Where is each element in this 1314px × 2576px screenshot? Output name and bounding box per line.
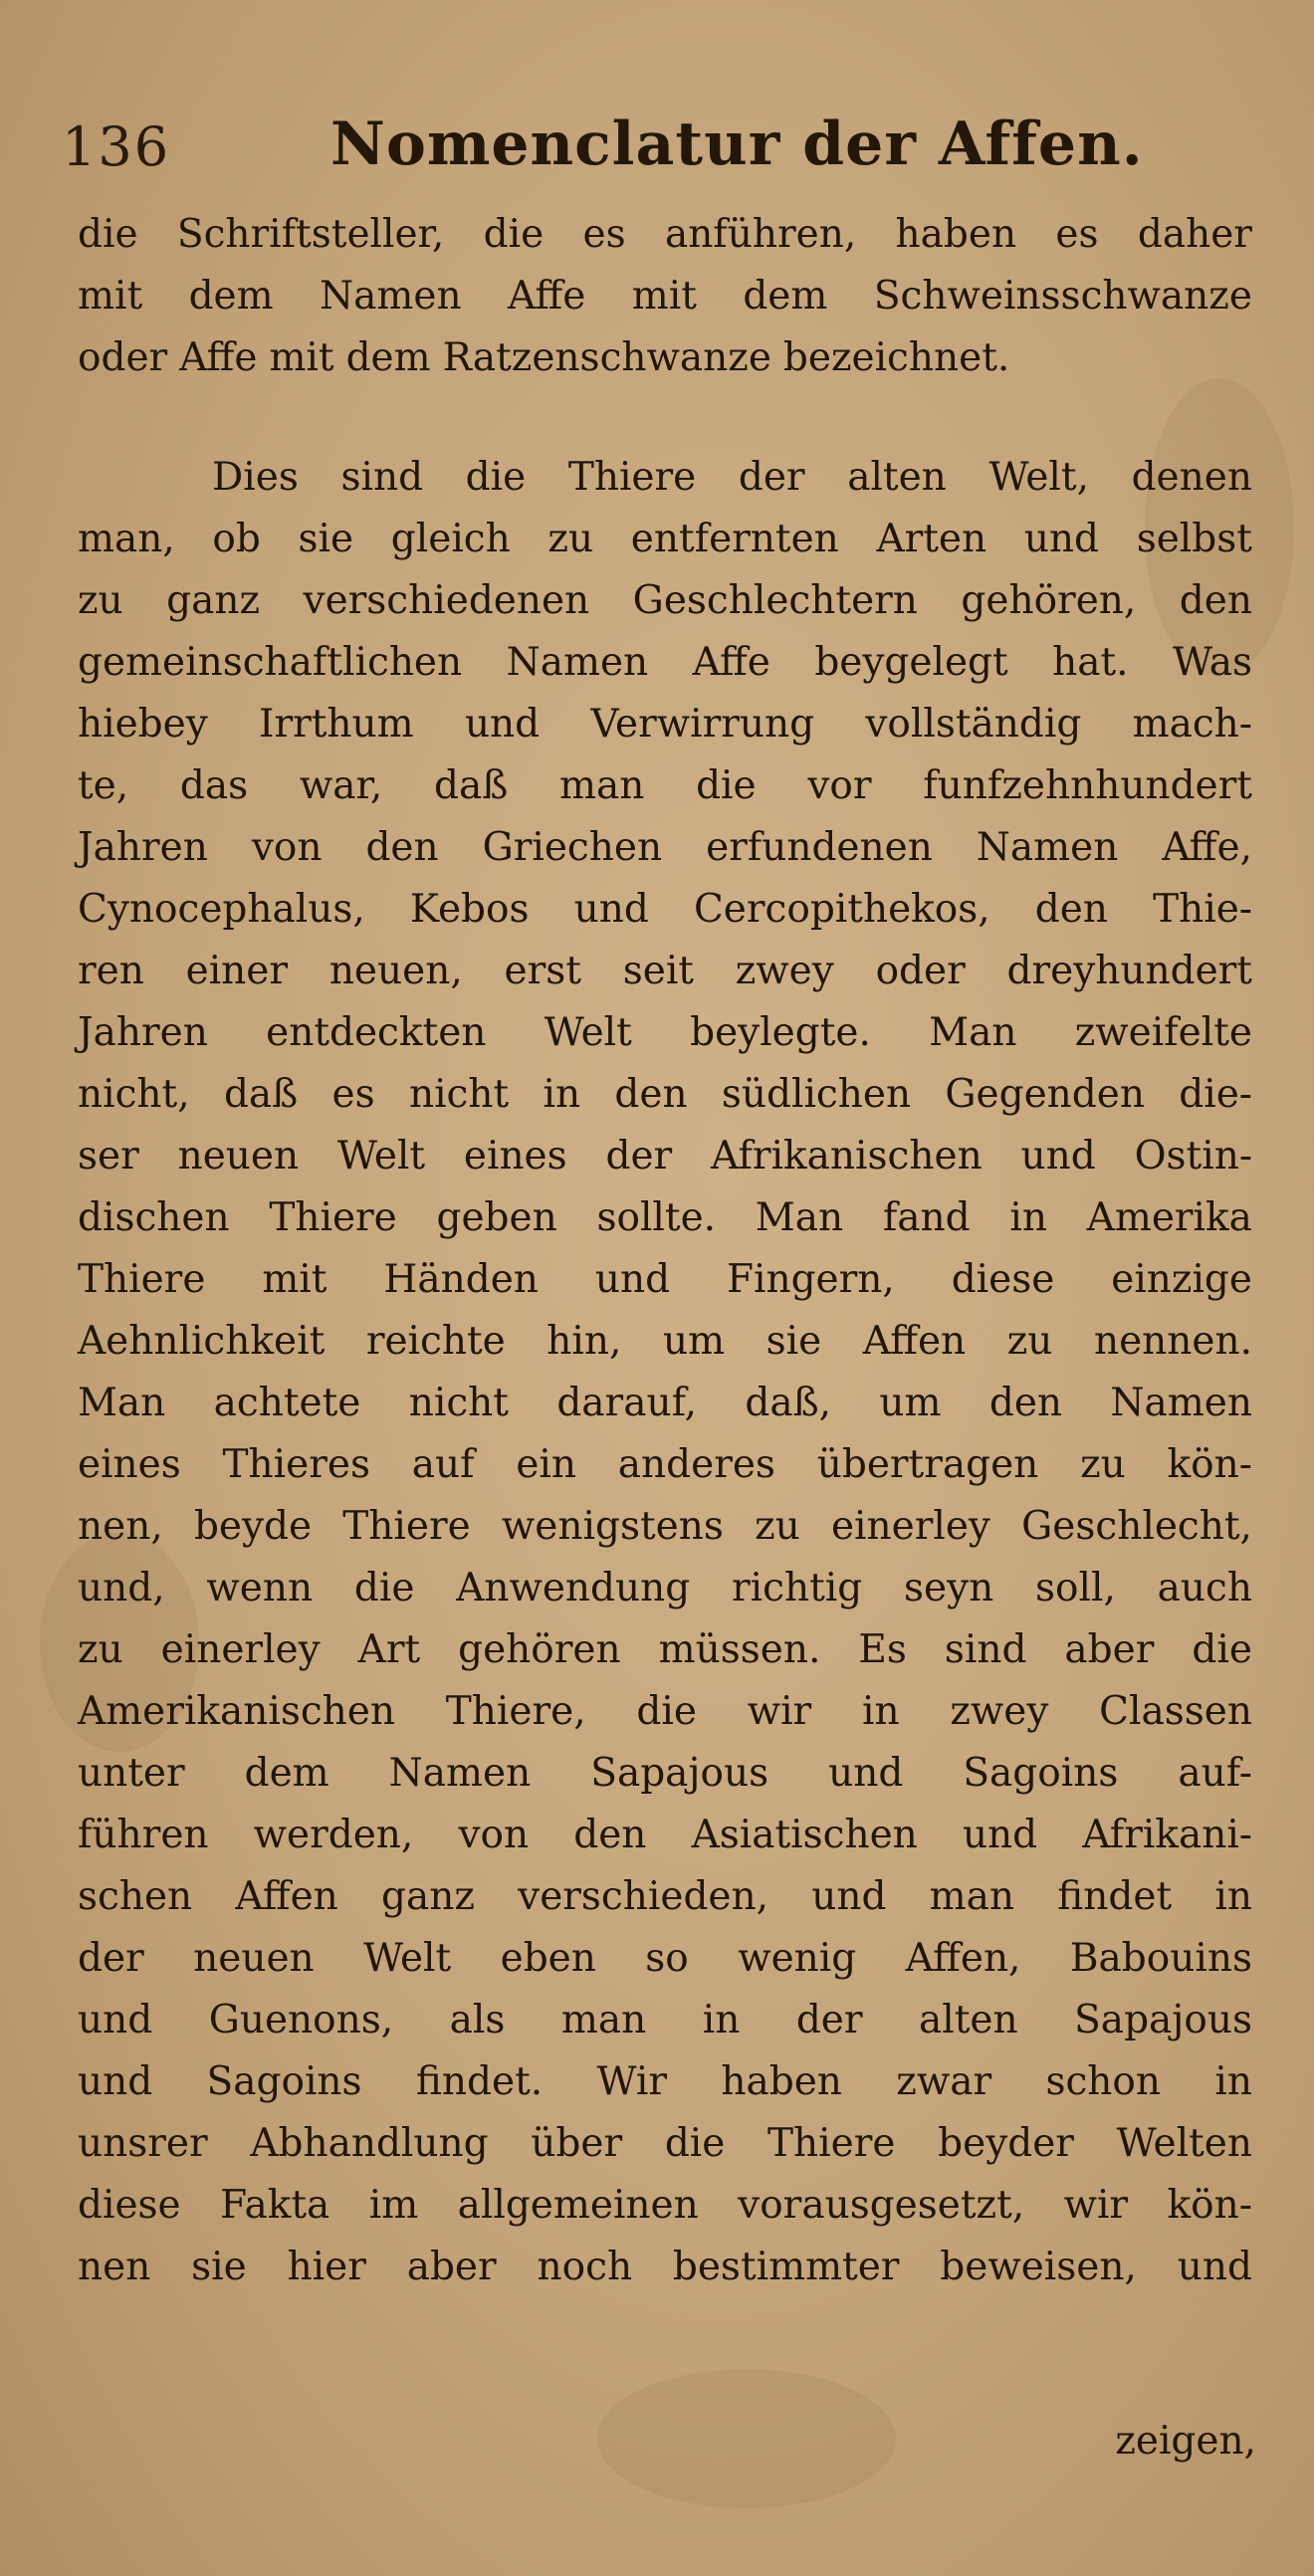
page-header [62,109,1256,189]
text-line: dischen Thiere geben sollte. Man fand in Amerika [78,1195,1252,1240]
text-line: man, ob sie gleich zu entfernten Arten und selbst [78,517,1252,561]
paper-stain [597,2369,896,2508]
text-line: Man achtete nicht darauf, daß, um den Namen [78,1381,1252,1425]
text-line: gemeinschaftlichen Namen Affe beygelegt hat. Was [78,640,1252,685]
text-line: diese Fakta im allgemeinen vorausgesetzt, wir kön- [78,2183,1252,2228]
text-line: oder Affe mit dem Ratzenschwanze bezeichnet. [78,335,1010,380]
text-line: ser neuen Welt eines der Afrikanischen und Ostin- [78,1134,1252,1179]
text-line: hiebey Irrthum und Verwirrung vollständig mach- [78,702,1252,747]
text-line: mit dem Namen Affe mit dem Schweinsschwanze [78,274,1252,319]
text-line: die Schriftsteller, die es anführen, haben es daher [78,212,1252,257]
text-line: Amerikanischen Thiere, die wir in zwey Classen [78,1689,1252,1734]
text-line: schen Affen ganz verschieden, und man findet in [78,1874,1252,1919]
text-line: Aehnlichkeit reichte hin, um sie Affen zu nennen. [78,1319,1252,1364]
text-line: Dies sind die Thiere der alten Welt, denen [212,455,1252,500]
text-line: Jahren von den Griechen erfundenen Namen Affe, [78,825,1252,870]
text-line: und Guenons, als man in der alten Sapajous [78,1998,1252,2042]
catchword: zeigen, [1115,2419,1256,2464]
text-line: nicht, daß es nicht in den südlichen Gegenden die- [78,1072,1252,1117]
text-line: zu einerley Art gehören müssen. Es sind aber die [78,1627,1252,1672]
text-line: führen werden, von den Asiatischen und Afrikani- [78,1813,1252,1857]
text-line: Cynocephalus, Kebos und Cercopithekos, den Thie- [78,887,1252,932]
paragraph-gap [78,389,1252,447]
text-line: der neuen Welt eben so wenig Affen, Babouins [78,1936,1252,1981]
text-line: Thiere mit Händen und Fingern, diese einzige [78,1257,1252,1302]
text-line: unter dem Namen Sapajous und Sagoins auf- [78,1751,1252,1796]
text-line: Jahren entdeckten Welt beylegte. Man zweifelte [78,1010,1252,1055]
text-line: nen sie hier aber noch bestimmter beweisen, und [78,2245,1252,2289]
text-line: und, wenn die Anwendung richtig seyn soll, auch [78,1566,1252,1610]
text-line: te, das war, daß man die vor funfzehnhundert [78,763,1252,808]
page-number: 136 [62,115,171,178]
text-line: eines Thieres auf ein anderes übertragen zu kön- [78,1442,1252,1487]
body-text [78,204,1252,2298]
text-line: ren einer neuen, erst seit zwey oder dreyhundert [78,949,1252,993]
running-title: Nomenclatur der Affen. [330,109,1144,179]
text-line: und Sagoins findet. Wir haben zwar schon in [78,2059,1252,2104]
text-line: zu ganz verschiedenen Geschlechtern gehören, den [78,578,1252,623]
text-line: nen, beyde Thiere wenigstens zu einerley Geschlecht, [78,1504,1252,1549]
text-line: unsrer Abhandlung über die Thiere beyder Welten [78,2121,1252,2166]
